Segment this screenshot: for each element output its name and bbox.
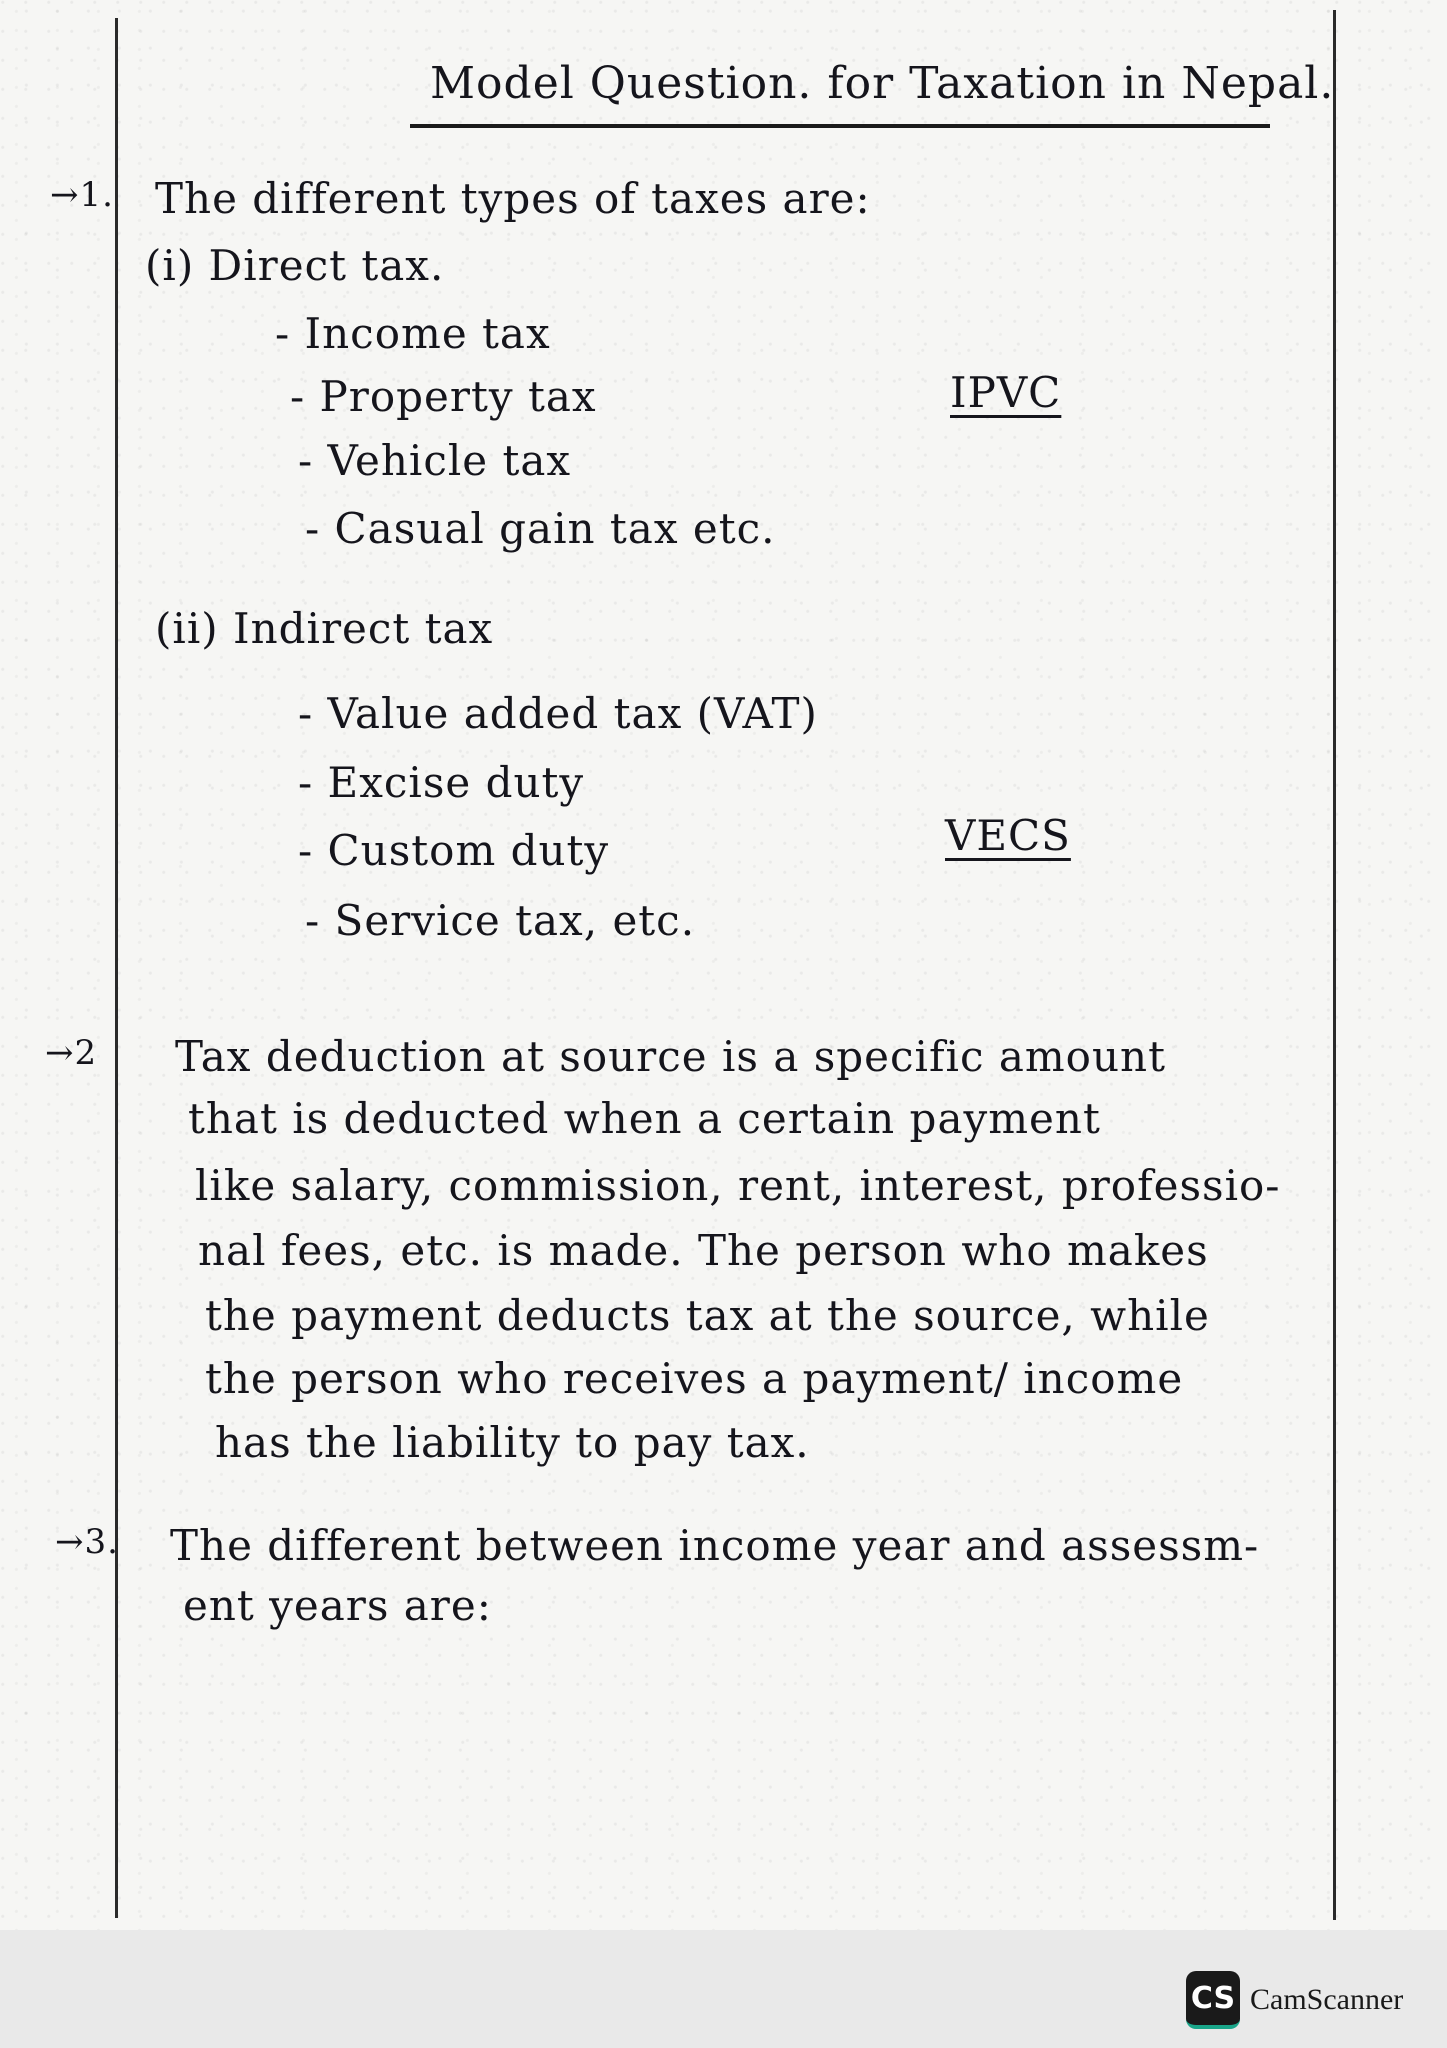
camscanner-watermark — [1186, 1972, 1403, 2028]
direct-tax-item: - Income tax — [275, 309, 551, 358]
q2-line: nal fees, etc. is made. The person who makes — [198, 1226, 1209, 1275]
q2-number: →2 — [45, 1033, 98, 1073]
title-underline — [410, 124, 1270, 128]
indirect-tax-item: - Custom duty — [298, 826, 610, 875]
indirect-tax-item: - Service tax, etc. — [305, 896, 696, 945]
q1-intro: The different types of taxes are: — [155, 174, 871, 223]
left-margin-line — [115, 18, 118, 1918]
right-margin-line — [1333, 10, 1336, 1920]
indirect-tax-mnemonic: VECS — [945, 811, 1071, 860]
direct-tax-item: - Property tax — [290, 372, 597, 421]
q2-line: that is deducted when a certain payment — [188, 1094, 1101, 1143]
camscanner-logo-icon: CS — [1186, 1971, 1240, 2029]
page-title: Model Question. for Taxation in Nepal. — [430, 58, 1335, 109]
q3-line: ent years are: — [183, 1581, 492, 1630]
q1-number: →1. — [50, 175, 114, 215]
q2-line: the person who receives a payment/ income — [205, 1354, 1184, 1403]
direct-tax-item: - Casual gain tax etc. — [305, 504, 776, 553]
camscanner-brand: CamScanner — [1250, 1983, 1404, 2016]
q3-line: The different between income year and assessm- — [170, 1521, 1260, 1570]
q2-line: the payment deducts tax at the source, while — [205, 1291, 1210, 1340]
direct-tax-heading: (i) Direct tax. — [145, 241, 445, 290]
direct-tax-mnemonic: IPVC — [950, 368, 1062, 417]
indirect-tax-heading: (ii) Indirect tax — [155, 604, 494, 653]
q2-line: has the liability to pay tax. — [215, 1418, 810, 1467]
indirect-tax-item: - Excise duty — [298, 758, 585, 807]
q3-number: →3. — [55, 1522, 119, 1562]
direct-tax-item: - Vehicle tax — [298, 436, 572, 485]
q2-line: like salary, commission, rent, interest, professio- — [195, 1161, 1281, 1210]
indirect-tax-item: - Value added tax (VAT) — [298, 689, 818, 738]
q2-line: Tax deduction at source is a specific amount — [175, 1032, 1166, 1081]
